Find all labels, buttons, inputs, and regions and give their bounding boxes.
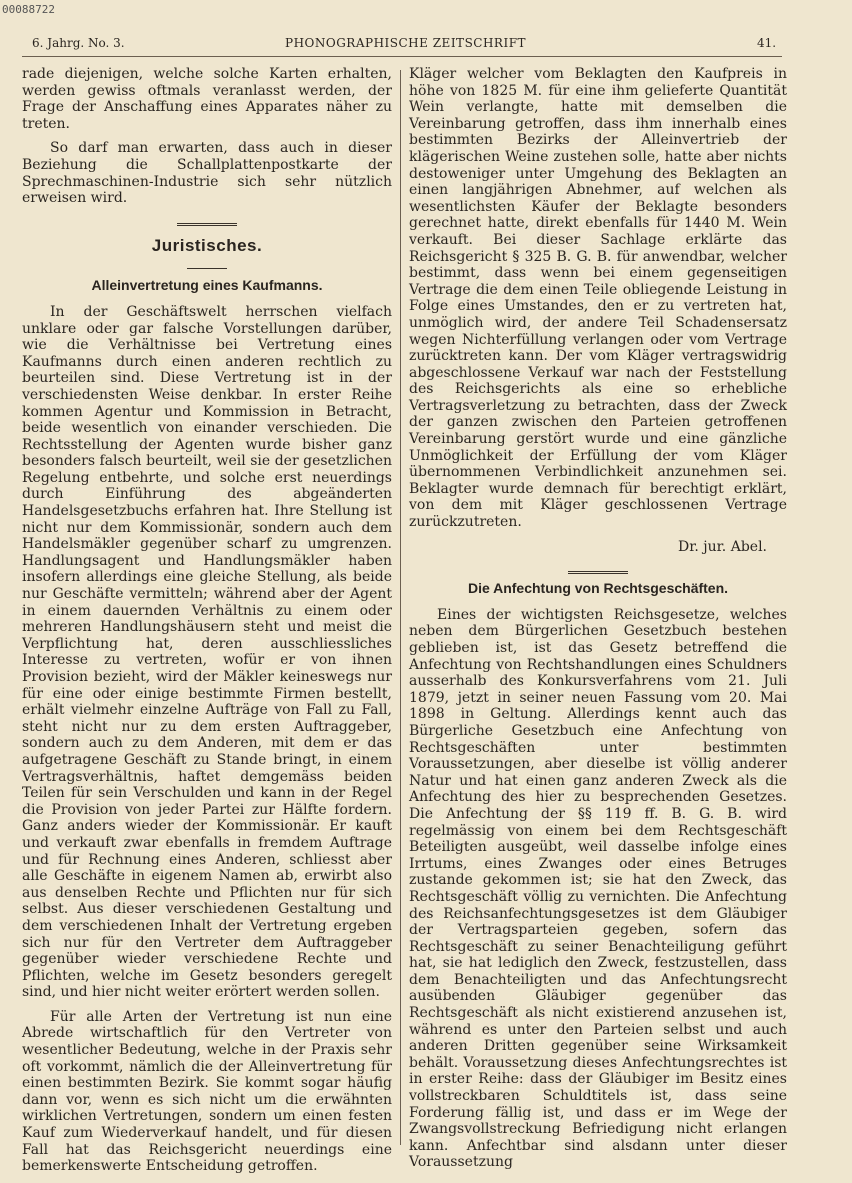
- section-divider: [177, 223, 237, 226]
- article-title-alleinvertretung: Alleinvertretung eines Kaufmanns.: [91, 277, 323, 294]
- column-divider: [400, 70, 401, 1145]
- anfechtung-paragraph-1: Eines der wichtigsten Reichsgesetze, welches neben dem Bürgerlichen Gesetzbuch bestehen geblieben ist, ist das Gesetz betreffend die Anfechtung von Rechtshandlungen eines Schuldners ausserhalb des Konkursverfahrens vom 21. Juli 1879, jetzt in seiner neuen Fassung vom 20. Mai 1898 in Geltung. Allerdings kennt auch das Bürgerliche Gesetzbuch eine Anfechtung von Rechtsgeschäften unter bestimmten Voraussetzungen, aber dieselbe ist völlig anderer Natur und hat einen ganz anderen Zweck als die Anfechtung des hier zu besprechenden Gesetzes. Die Anfechtung der §§ 119 ff. B. G. B. wird regelmässig von einem bei dem Rechtsgeschäft Beteiligten ausgeübt, weil dasselbe infolge eines Irrtums, eines Zwanges oder eines Betruges zustande gekommen ist; sie hat den Zweck, das Rechtsgeschäft völlig zu vernichten. Die Anfechtung des Reichsanfechtungsgesetzes ist dem Gläubiger der Vertragsparteien gegeben, sofern das Rechtsgeschäft zu seiner Benachteiligung geführt hat, sie hat lediglich den Zweck, festzustellen, dass dem Benachteiligten und das Anfechtungsrecht ausübenden Gläubiger gegenüber das Rechtsgeschäft als nicht existierend anzusehen ist, während es unter den Parteien selbst und auch anderen Dritten gegenüber seine Wirksamkeit behält. Voraussetzung dieses Anfechtungsrechtes ist in erster Reihe: dass der Gläubiger im Besitz eines vollstreckbaren Schuldtitels ist, dass seine Forderung fällig ist, und dass er im Wege der Zwangsvollstreckung Befriedigung nicht erlangen kann. Anfechtbar sind alsdann unter dieser Voraussetzung: [409, 606, 787, 1171]
- left-column: [22, 66, 392, 1183]
- issue-number: 6. Jahrg. No. 3.: [32, 36, 125, 50]
- scan-id: 00088722: [2, 3, 55, 16]
- intro-paragraph-2: So darf man erwarten, dass auch in dieser Beziehung die Schallplattenpostkarte der Sprechmaschinen-Industrie sich sehr nützlich erweisen wird.: [22, 140, 392, 207]
- author-signature: Dr. jur. Abel.: [678, 538, 767, 555]
- running-header: [20, 36, 780, 54]
- section-title: Juristisches.: [151, 235, 263, 255]
- continued-paragraph: Kläger welcher vom Beklagten den Kaufpreis in höhe von 1825 M. für eine ihm gelieferte Quantität Wein verlangte, hatte mit demselben die Vereinbarung getroffen, dass ihm innerhalb eines bestimmten Bezirks der Alleinvertrieb der klägerischen Weine zustehen solle, hatte aber nichts destoweniger unter Umgehung des Beklagten an einen langjährigen Abnehmer, auf welchen als wesentlichsten Käufer der Beklagte besonders gerechnet hatte, direkt ebenfalls für 1440 M. Wein verkauft. Bei dieser Sachlage erklärte das Reichsgericht § 325 B. G. B. für anwendbar, welcher bestimmt, dass wenn bei einem gegenseitigen Vertrage die dem einen Teile obliegende Leistung in Folge eines Umstandes, den er zu vertreten hat, unmöglich wird, der andere Teil Schadensersatz wegen Nichterfüllung verlangen oder vom Vertrage zurücktreten kann. Der vom Kläger vertragswidrig abgeschlossene Verkauf war nach der Feststellung des Reichsgerichts als eine so erhebliche Vertragsverletzung zu betrachten, dass der Zweck der ganzen zwischen den Parteien getroffenen Vereinbarung gerstört wurde und eine gänzliche Unmöglichkeit der Erfüllung der vom Kläger übernommenen Verbindlichkeit anzunehmen sei. Beklagter wurde demnach für berechtigt erklärt, von dem mit Kläger geschlossenen Vertrage zurückzutreten.: [409, 66, 787, 531]
- article-title-anfechtung: Die Anfechtung von Rechtsgeschäften.: [467, 580, 729, 597]
- article-divider: [568, 571, 628, 574]
- right-column: [409, 66, 787, 1179]
- page-number: 41.: [757, 36, 777, 50]
- journal-title: PHONOGRAPHISCHE ZEITSCHRIFT: [285, 36, 527, 50]
- header-rule: [22, 56, 782, 57]
- intro-paragraph-1: rade diejenigen, welche solche Karten erhalten, werden gewiss oftmals veranlasst werden, der Frage der Anschaffung eines Apparates näher zu treten.: [22, 66, 392, 132]
- title-divider: [187, 268, 227, 269]
- article-paragraph-1: In der Geschäftswelt herrschen vielfach unklare oder gar falsche Vorstellungen darüber, wie die Verhältnisse bei Vertretung eines Kaufmanns durch einen anderen rechtlich zu beurteilen sind. Diese Vertretung ist in der verschiedensten Weise denkbar. In erster Reihe kommen Agentur und Kommission in Betracht, beide wesentlich von einander verschieden. Die Rechtsstellung der Agenten wurde bisher ganz besonders falsch beurteilt, weil sie der gesetzlichen Regelung entbehrte, und solche erst neuerdings durch Einführung des abgeänderten Handelsgesetzbuchs erfahren hat. Ihre Stellung ist nicht nur dem Kommissionär, sondern auch dem Handelsmäkler gegenüber scharf zu umgrenzen. Handlungsagent und Handlungsmäkler haben insofern allerdings eine gleiche Stellung, als beide nur Geschäfte vermitteln; während aber der Agent in einem dauernden Verhältnis zu einem oder mehreren Handlungshäusern steht und meist die Verpflichtung hat, deren ausschliessliches Interesse zu vertreten, wofür er von ihnen Provision bezieht, wird der Mäkler keineswegs nur für eine oder einige bestimmte Firmen bestellt, erhält vielmehr einzelne Aufträge von Fall zu Fall, steht nicht nur zu dem ersten Auftraggeber, sondern auch zu dem Anderen, mit dem er das aufgetragene Geschäft zu Stande bringt, in einem Vertragsverhältnis, haftet demgemäss beiden Teilen für sein Verschulden und kann in der Regel die Provision von jeder Partei zur Hälfte fordern. Ganz anders wieder der Kommissionär. Er kauft und verkauft zwar ebenfalls in fremdem Auftrage und für Rechnung eines Anderen, schliesst aber alle Geschäfte in eigenem Namen ab, erwirbt also aus denselben Rechte und Pflichten nur für sich selbst. Aus dieser verschiedenen Gestaltung und dem verschiedenen Inhalt der Vertretung ergeben sich nur für den Vertreter dem Auftraggeber gegenüber wieder verschiedene Rechte und Pflichten, welche im Gesetz besonders geregelt sind, und hier nicht weiter erörtert werden sollen.: [22, 303, 392, 1001]
- article-paragraph-2: Für alle Arten der Vertretung ist nun eine Abrede wirtschaftlich für den Vertreter von wesentlicher Bedeutung, welche in der Praxis sehr oft vorkommt, nämlich die der Alleinvertretung für einen bestimmten Bezirk. Sie kommt sogar häufig dann vor, wenn es sich nicht um die erwähnten wirklichen Vertretungen, sondern um einen festen Kauf zum Wiederverkauf handelt, und für diesen Fall hat das Reichsgericht neuerdings eine bemerkenswerte Entscheidung getroffen.: [22, 1008, 392, 1175]
